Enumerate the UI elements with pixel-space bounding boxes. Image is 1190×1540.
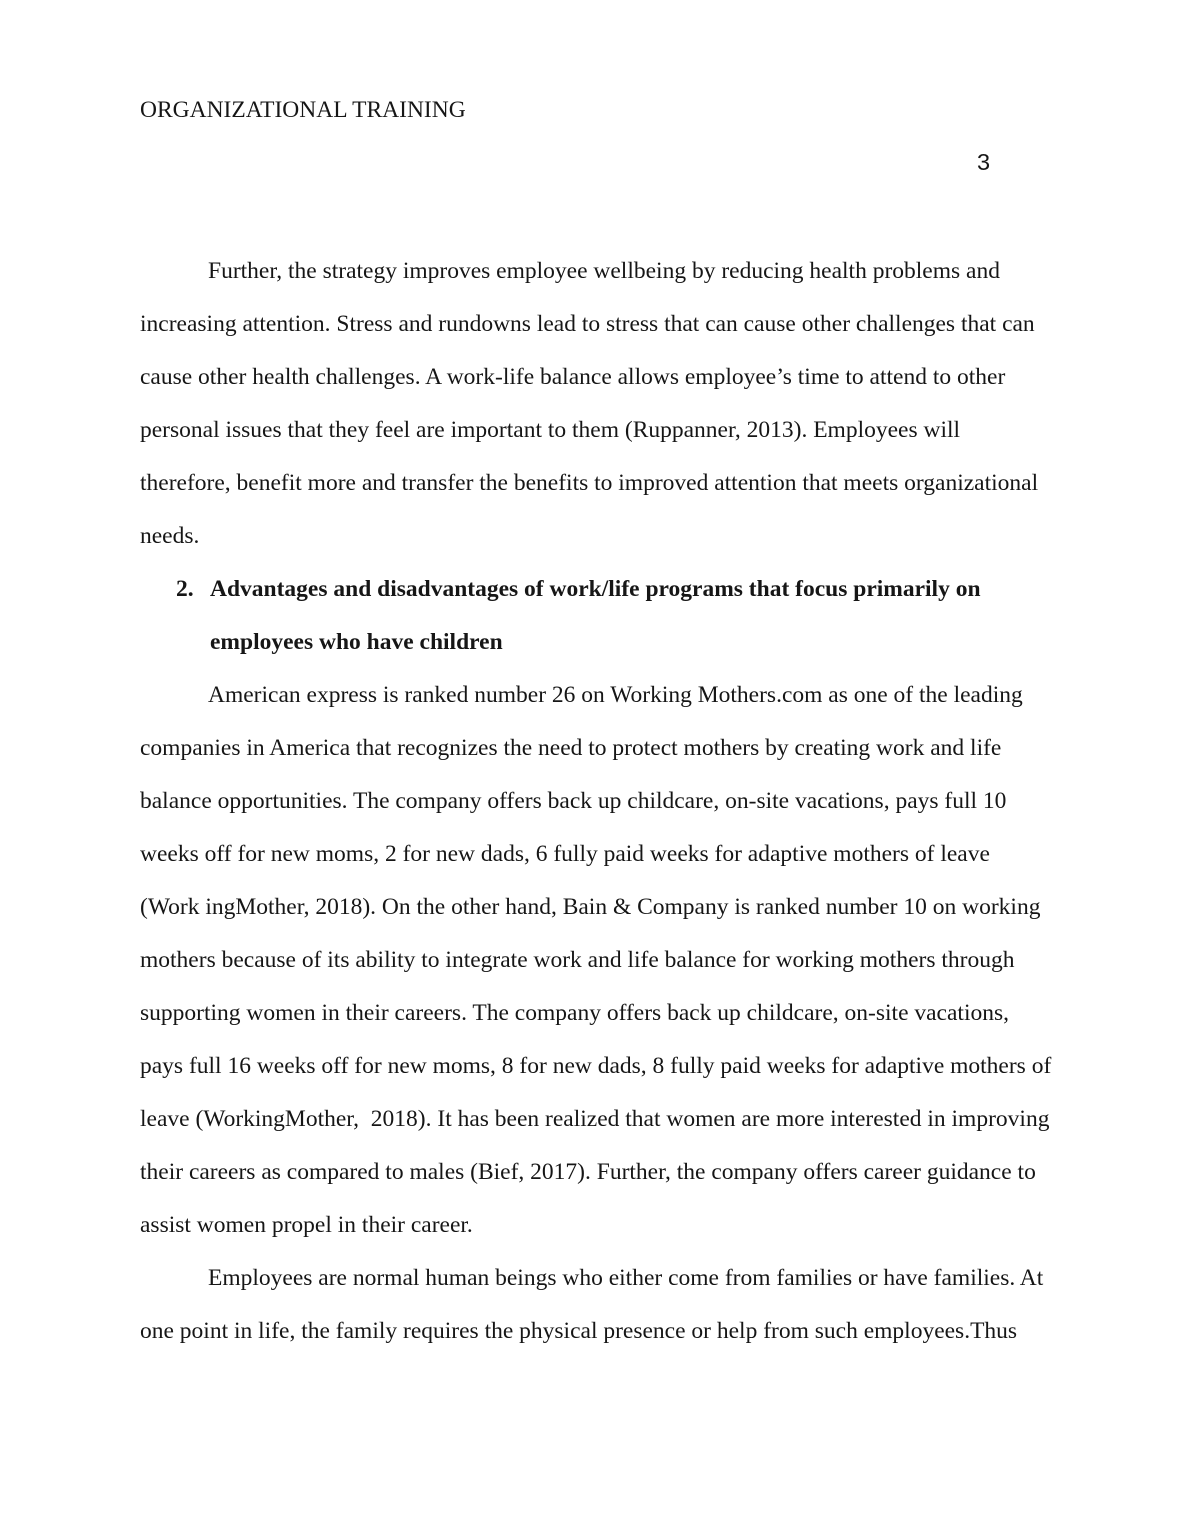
text-line: one point in life, the family requires the physical presence or help from such employees.Thus bbox=[140, 1318, 1018, 1344]
text-line: American express is ranked number 26 on Working Mothers.com as one of the leading bbox=[208, 682, 1023, 708]
text-line: companies in America that recognizes the need to protect mothers by creating work and life bbox=[140, 735, 1002, 761]
section-heading-line-1 bbox=[140, 563, 1054, 616]
text-line: mothers because of its ability to integrate work and life balance for working mothers through bbox=[140, 947, 1015, 973]
text-line: assist women propel in their career. bbox=[140, 1212, 473, 1238]
text-line: supporting women in their careers. The company offers back up childcare, on-site vacations, bbox=[140, 1000, 1009, 1026]
text-line: weeks off for new moms, 2 for new dads, 6 fully paid weeks for adaptive mothers of leave bbox=[140, 841, 990, 867]
section-heading-line-2: employees who have children bbox=[210, 629, 503, 655]
text-line: therefore, benefit more and transfer the benefits to improved attention that meets organizational bbox=[140, 470, 1039, 496]
text-line: balance opportunities. The company offers back up childcare, on-site vacations, pays full 10 bbox=[140, 788, 1007, 814]
text-line: their careers as compared to males (Bief, 2017). Further, the company offers career guidance to bbox=[140, 1159, 1036, 1185]
text-line: (Work ingMother, 2018). On the other hand, Bain & Company is ranked number 10 on working bbox=[140, 894, 1041, 920]
text-line: needs. bbox=[140, 523, 200, 549]
text-line: pays full 16 weeks off for new moms, 8 for new dads, 8 fully paid weeks for adaptive mothers of bbox=[140, 1053, 1052, 1079]
running-header: ORGANIZATIONAL TRAINING bbox=[140, 97, 466, 123]
text-line: leave (WorkingMother, 2018). It has been realized that women are more interested in improving bbox=[140, 1106, 1050, 1132]
text-line: personal issues that they feel are important to them (Ruppanner, 2013). Employees will bbox=[140, 417, 961, 443]
document-body bbox=[140, 245, 1054, 1358]
text-line: Further, the strategy improves employee wellbeing by reducing health problems and bbox=[208, 258, 1000, 284]
text-line: cause other health challenges. A work-life balance allows employee’s time to attend to other bbox=[140, 364, 1006, 390]
text-line: Employees are normal human beings who either come from families or have families. At bbox=[208, 1265, 1044, 1291]
section-heading-text: Advantages and disadvantages of work/life programs that focus primarily on bbox=[210, 576, 981, 602]
text-line: increasing attention. Stress and rundowns lead to stress that can cause other challenges that can bbox=[140, 311, 1035, 337]
page-number: 3 bbox=[977, 149, 991, 175]
section-heading-number: 2. bbox=[176, 576, 194, 602]
